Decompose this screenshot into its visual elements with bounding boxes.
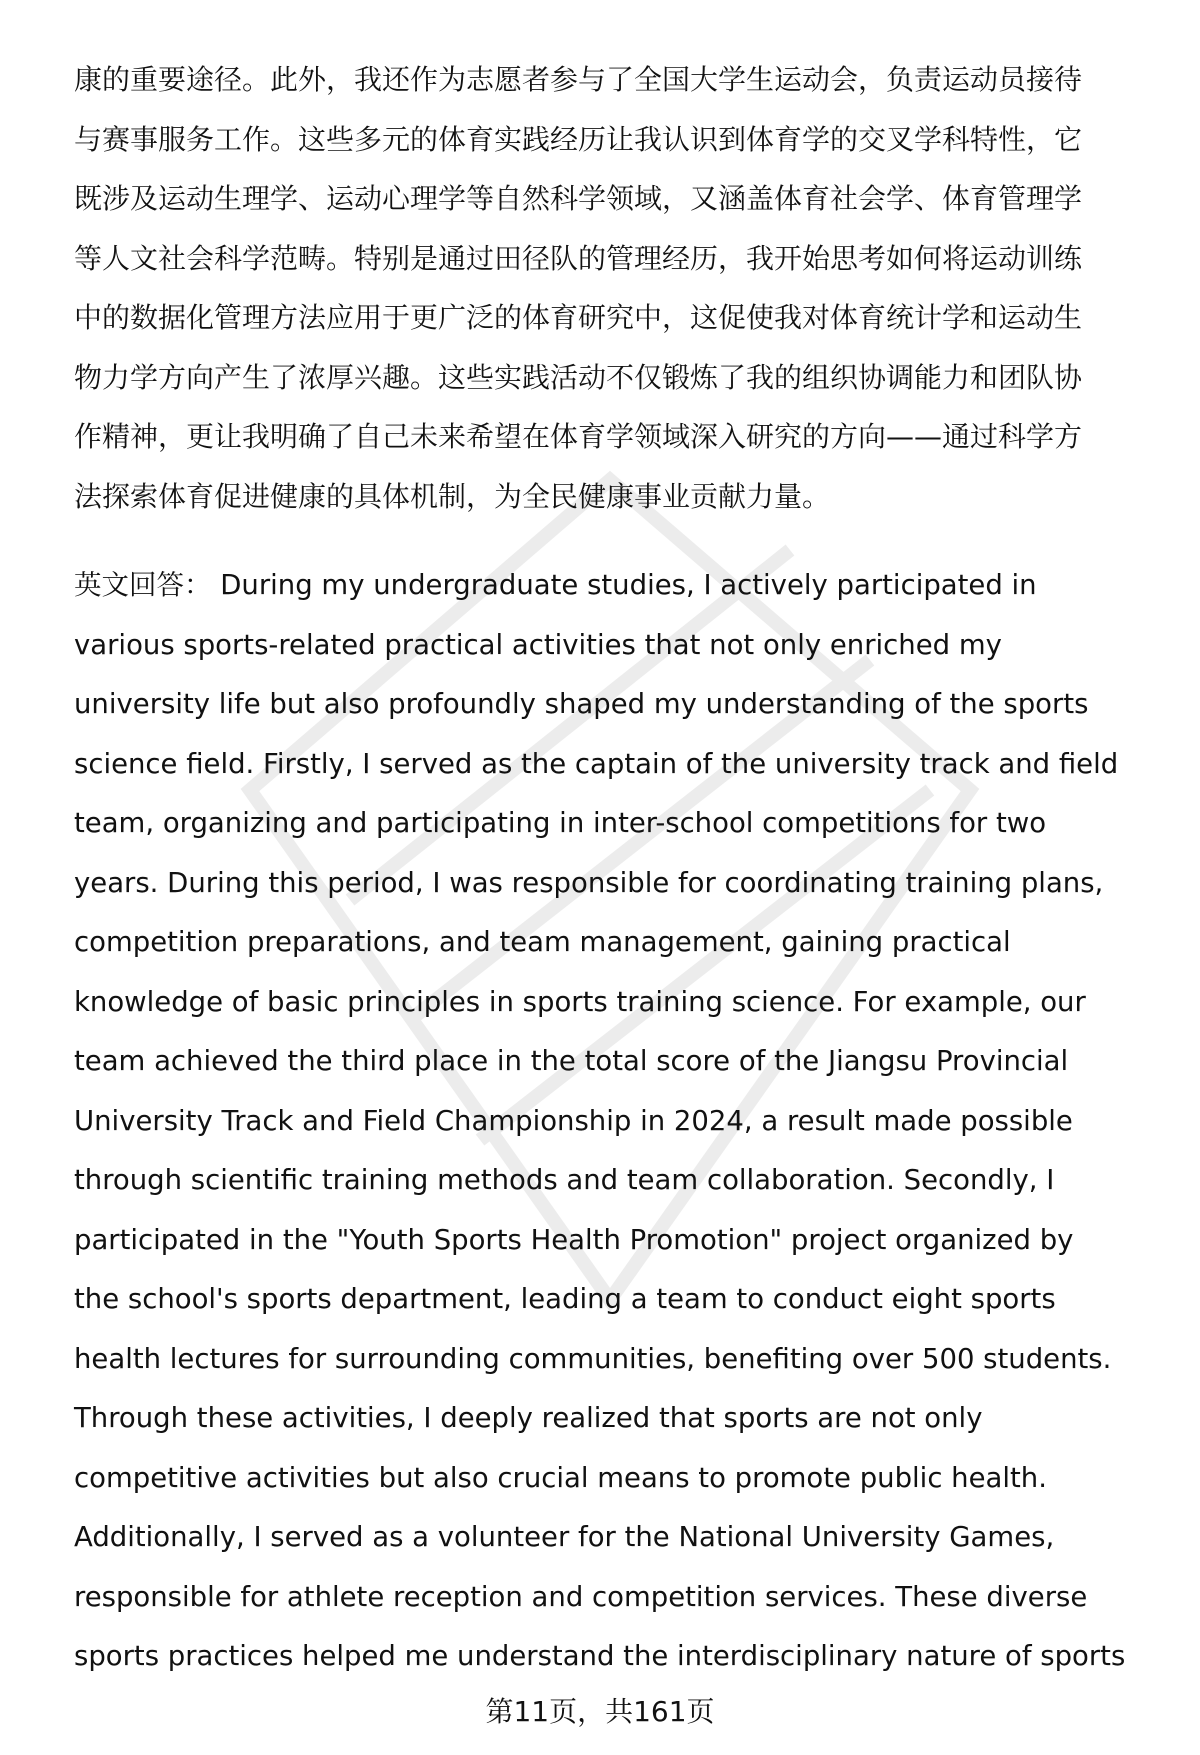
chinese-line: 既涉及运动生理学、运动心理学等自然科学领域，又涵盖体育社会学、体育管理学 (74, 182, 1083, 215)
english-answer-paragraph (74, 556, 1154, 1687)
english-line: competition preparations, and team management, gaining practical (74, 926, 1011, 958)
english-line: Additionally, I served as a volunteer for the National University Games, (74, 1521, 1055, 1553)
english-line: through scientific training methods and team collaboration. Secondly, I (74, 1164, 1055, 1196)
chinese-line: 中的数据化管理方法应用于更广泛的体育研究中，这促使我对体育统计学和运动生 (74, 301, 1083, 334)
english-line: years. During this period, I was responsible for coordinating training plans, (74, 866, 1104, 899)
english-line: 英文回答： During my undergraduate studies, I actively participated in (74, 569, 1037, 601)
english-line: science field. Firstly, I served as the captain of the university track and field (74, 747, 1119, 780)
english-line: the school's sports department, leading a team to conduct eight sports (74, 1283, 1056, 1315)
english-line: team, organizing and participating in inter-school competitions for two (74, 807, 1047, 839)
chinese-line: 作精神，更让我明确了自己未来希望在体育学领域深入研究的方向——通过科学方 (74, 420, 1083, 453)
chinese-line: 法探索体育促进健康的具体机制，为全民健康事业贡献力量。 (74, 479, 831, 513)
chinese-line: 等人文社会科学范畴。特别是通过田径队的管理经历，我开始思考如何将运动训练 (74, 241, 1083, 275)
page-number-footer: 第11页，共161页 (485, 1695, 715, 1728)
english-line: sports practices helped me understand the interdisciplinary nature of sports (74, 1640, 1126, 1672)
english-line: team achieved the third place in the total score of the Jiangsu Provincial (74, 1045, 1069, 1077)
chinese-line: 物力学方向产生了浓厚兴趣。这些实践活动不仅锻炼了我的组织协调能力和团队协 (74, 360, 1083, 394)
chinese-line: 康的重要途径。此外，我还作为志愿者参与了全国大学生运动会，负责运动员接待 (74, 63, 1083, 96)
english-line: university life but also profoundly shaped my understanding of the sports (74, 688, 1089, 720)
english-line: responsible for athlete reception and competition services. These diverse (74, 1580, 1088, 1613)
english-line: participated in the "Youth Sports Health Promotion" project organized by (74, 1223, 1074, 1256)
english-line: various sports-related practical activities that not only enriched my (74, 628, 1002, 661)
chinese-line: 与赛事服务工作。这些多元的体育实践经历让我认识到体育学的交叉学科特性，它 (74, 122, 1083, 156)
chinese-answer-paragraph (74, 50, 1154, 526)
english-line: Through these activities, I deeply realized that sports are not only (74, 1402, 983, 1434)
english-line: competitive activities but also crucial means to promote public health. (74, 1461, 1047, 1494)
english-line: knowledge of basic principles in sports training science. For example, our (74, 985, 1086, 1018)
english-line: University Track and Field Championship in 2024, a result made possible (74, 1104, 1073, 1137)
english-line: health lectures for surrounding communities, benefiting over 500 students. (74, 1342, 1112, 1375)
